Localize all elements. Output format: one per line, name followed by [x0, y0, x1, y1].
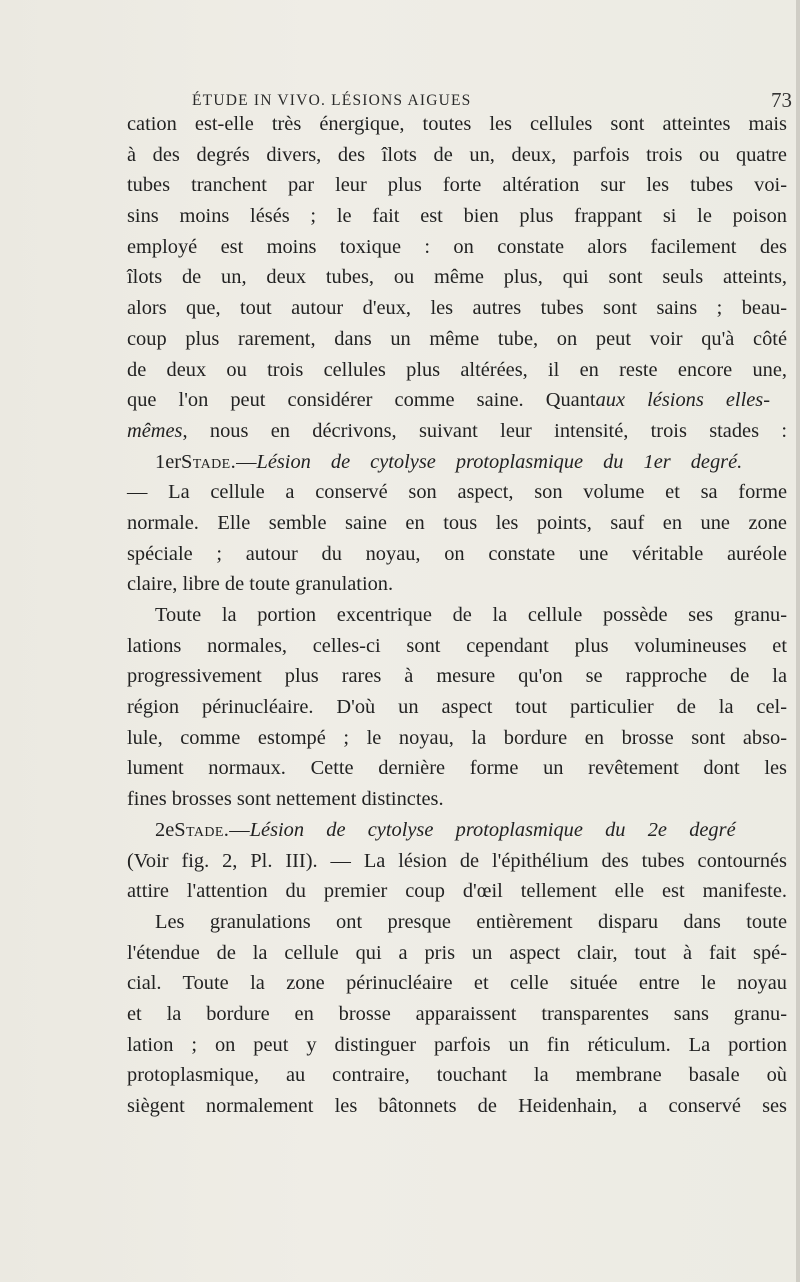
text-line: Toute la portion excentrique de la cellule possède ses granu-	[155, 604, 787, 626]
text-line: et la bordure en brosse apparaissent transparentes sans granu-	[127, 1002, 787, 1025]
text-line: îlots de un, deux tubes, ou même plus, qui sont seuls atteints,	[127, 266, 787, 289]
text-line: cial. Toute la zone périnucléaire et celle située entre le noyau	[127, 972, 787, 995]
text-line: de deux ou trois cellules plus altérées, il en reste encore une,	[127, 358, 787, 381]
text-line: région périnucléaire. D'où un aspect tout particulier de la cel-	[127, 696, 787, 719]
text-line: spéciale ; autour du noyau, on constate une véritable auréole	[127, 542, 787, 565]
text-line: protoplasmique, au contraire, touchant la membrane basale où	[127, 1064, 787, 1087]
text-line: lument normaux. Cette dernière forme un revêtement dont les	[127, 757, 787, 780]
text-line: cation est-elle très énergique, toutes les cellules sont atteintes mais	[127, 113, 787, 135]
running-head: ÉTUDE IN VIVO. LÉSIONS AIGUES	[192, 92, 472, 109]
text-line: normale. Elle semble saine en tous les points, sauf en une zone	[127, 511, 787, 534]
body-text	[127, 109, 787, 1122]
text-line: l'étendue de la cellule qui a pris un aspect clair, tout à fait spé-	[127, 941, 787, 964]
stage-1-heading: 1erStade.—Lésion de cytolyse protoplasmique du 1er degré.	[155, 450, 743, 473]
text-line: fines brosses sont nettement distinctes.	[127, 788, 444, 811]
text-line: employé est moins toxique : on constate alors facilement des	[127, 235, 787, 258]
text-line: mêmes, nous en décrivons, suivant leur intensité, trois stades :	[127, 419, 787, 442]
text-line: lation ; on peut y distinguer parfois un fin réticulum. La portion	[127, 1033, 787, 1056]
text-line: progressivement plus rares à mesure qu'on se rapproche de la	[127, 665, 787, 688]
text-line: sins moins lésés ; le fait est bien plus frappant si le poison	[127, 205, 787, 228]
page-edge	[796, 0, 800, 1282]
text-line: alors que, tout autour d'eux, les autres tubes sont sains ; beau-	[127, 297, 787, 320]
stage-2-heading: 2eStade.—Lésion de cytolyse protoplasmique du 2e degré	[155, 818, 736, 841]
text-line: que l'on peut considérer comme saine. Quantaux lésions elles-	[127, 389, 771, 412]
text-line: lations normales, celles-ci sont cependant plus volumineuses et	[127, 634, 787, 657]
text-line: à des degrés divers, des îlots de un, deux, parfois trois ou quatre	[127, 143, 787, 166]
text-line: claire, libre de toute granulation.	[127, 573, 394, 596]
text-line: Les granulations ont presque entièrement disparu dans toute	[155, 910, 787, 933]
text-line: siègent normalement les bâtonnets de Heidenhain, a conservé ses	[127, 1095, 787, 1117]
text-line: — La cellule a conservé son aspect, son volume et sa forme	[127, 481, 787, 504]
text-line: (Voir fig. 2, Pl. III). — La lésion de l'épithélium des tubes contournés	[127, 849, 787, 872]
page-number: 73	[771, 88, 792, 112]
text-line: tubes tranchent par leur plus forte altération sur les tubes voi-	[127, 174, 787, 197]
text-line: attire l'attention du premier coup d'œil tellement elle est manifeste.	[127, 880, 787, 903]
text-line: lule, comme estompé ; le noyau, la bordure en brosse sont abso-	[127, 726, 787, 749]
text-line: coup plus rarement, dans un même tube, on peut voir qu'à côté	[127, 327, 787, 350]
